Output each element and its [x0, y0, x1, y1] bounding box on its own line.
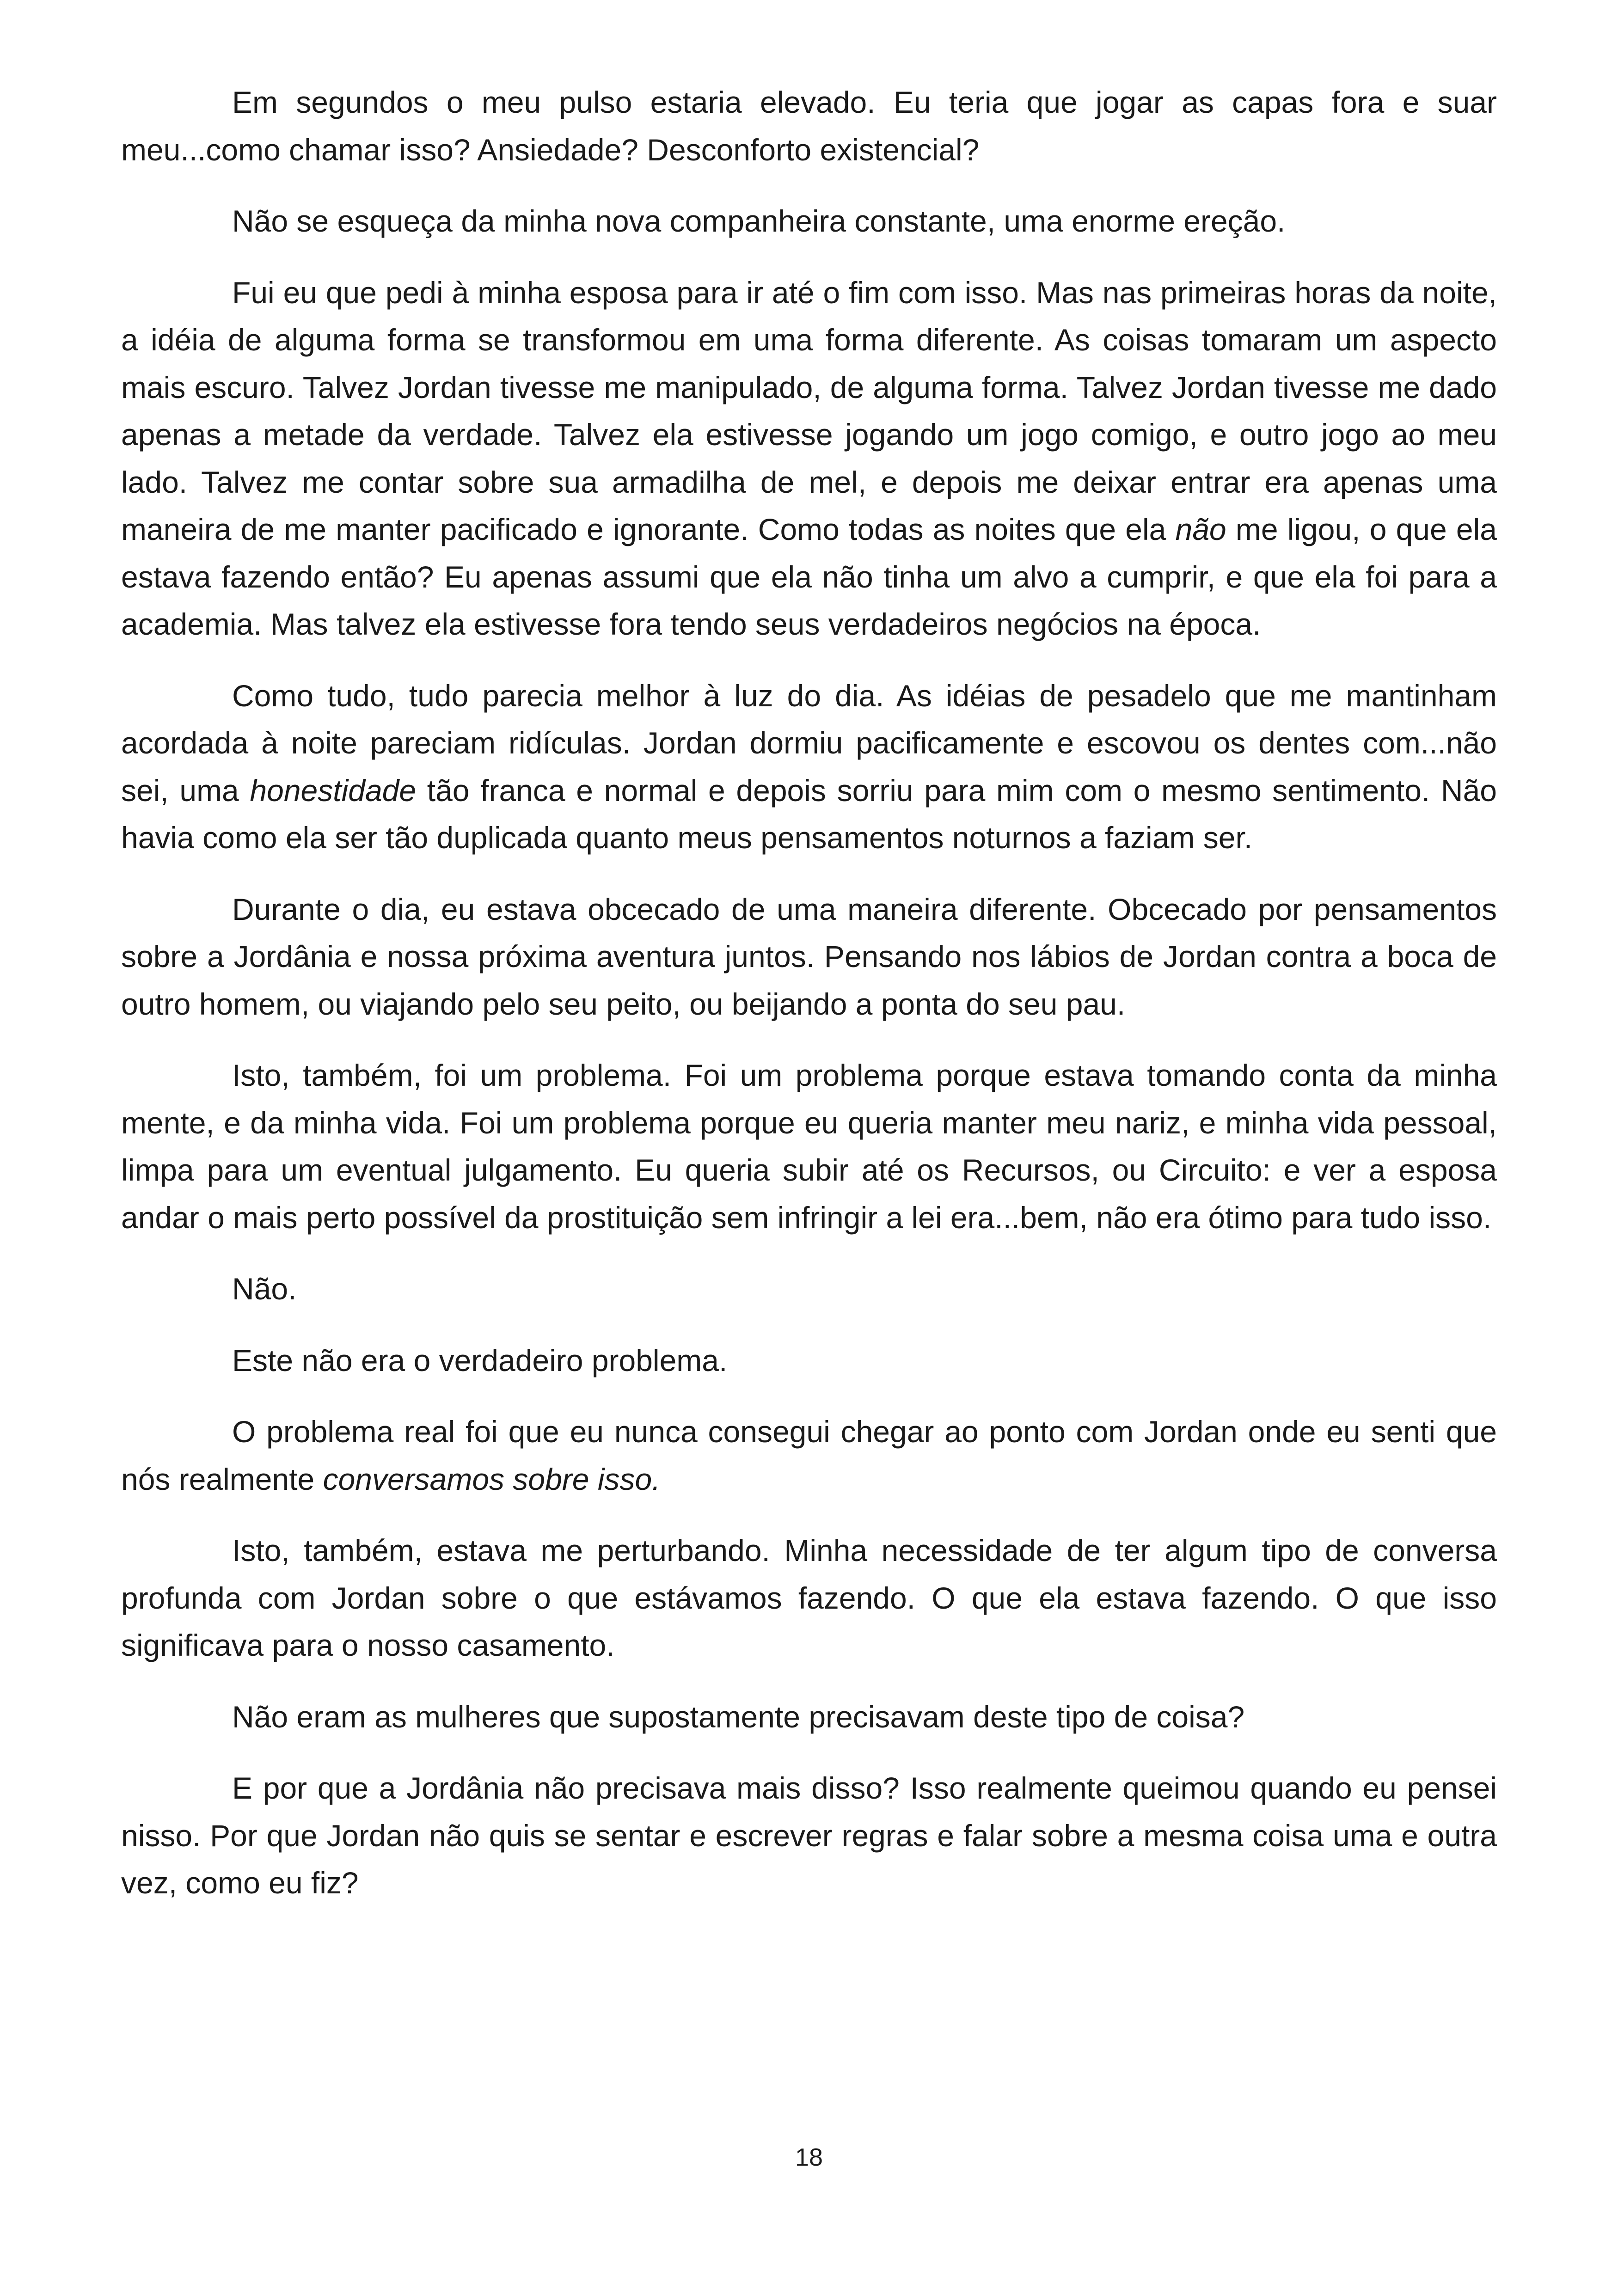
paragraph — [121, 1337, 1497, 1384]
paragraph-text: Este não era o verdadeiro problema. — [232, 1343, 728, 1378]
paragraph-text: Fui eu que pedi à minha esposa para ir até o fim com isso. Mas nas primeiras horas da noite, a idéia de alguma forma se transformou em uma forma diferente. As coisas tomaram um aspecto mais escuro. Talvez Jordan tivesse me manipulado, de alguma forma. Talvez Jordan tivesse me dado apenas a metade da verdade. Talvez ela estivesse jogando um jogo comigo, e outro jogo ao meu lado. Talvez me contar sobre sua armadilha de mel, e depois me deixar entrar era apenas uma maneira de me manter pacificado e ignorante. Como todas as noites que ela — [121, 275, 1497, 546]
emphasis-text: não — [1175, 512, 1226, 546]
paragraph-text: E por que a Jordânia não precisava mais disso? Isso realmente queimou quando eu pensei nisso. Por que Jordan não quis se sentar e escrever regras e falar sobre a mesma coisa uma e outra vez, como eu fiz? — [121, 1771, 1497, 1900]
paragraph-text: O problema real foi que eu nunca consegui chegar ao ponto com Jordan onde eu senti que nós realmente — [121, 1414, 1497, 1496]
paragraph-text: Não eram as mulheres que supostamente precisavam deste tipo de coisa? — [232, 1699, 1245, 1734]
paragraph-text: Durante o dia, eu estava obcecado de uma maneira diferente. Obcecado por pensamentos sobre a Jordânia e nossa próxima aventura juntos. Pensando nos lábios de Jordan contra a boca de outro homem, ou viajando pelo seu peito, ou beijando a ponta do seu pau. — [121, 892, 1497, 1021]
paragraph-text: me ligou, o que ela estava fazendo então? Eu apenas assumi que ela não tinha um alvo a cumprir, e que ela foi para a academia. Mas talvez ela estivesse fora tendo seus verdadeiros negócios na época. — [121, 512, 1497, 641]
paragraph — [121, 197, 1497, 245]
paragraph — [121, 1408, 1497, 1503]
paragraph — [121, 1527, 1497, 1669]
emphasis-text: honestidade — [250, 773, 417, 808]
paragraph-text: Isto, também, estava me perturbando. Minha necessidade de ter algum tipo de conversa profunda com Jordan sobre o que estávamos fazendo. O que ela estava fazendo. O que isso significava para o nosso casamento. — [121, 1533, 1497, 1662]
paragraph-text: Como tudo, tudo parecia melhor à luz do dia. As idéias de pesadelo que me mantinham acordada à noite pareciam ridículas. Jordan dormiu pacificamente e escovou os dentes com...não sei, uma — [121, 678, 1497, 808]
paragraph-text: Em segundos o meu pulso estaria elevado. Eu teria que jogar as capas fora e suar meu...como chamar isso? Ansiedade? Desconforto existencial? — [121, 85, 1497, 167]
paragraph — [121, 1265, 1497, 1313]
paragraph-text: Não. — [232, 1272, 297, 1306]
paragraph-text: Isto, também, foi um problema. Foi um problema porque estava tomando conta da minha mente, e da minha vida. Foi um problema porque eu queria manter meu nariz, e minha vida pessoal, limpa para um eventual julgamento. Eu queria subir até os Recursos, ou Circuito: e ver a esposa andar o mais perto possível da prostituição sem infringir a lei era...bem, não era ótimo para tudo isso. — [121, 1058, 1497, 1235]
emphasis-text: conversamos sobre isso. — [323, 1462, 661, 1496]
paragraph — [121, 79, 1497, 173]
paragraph — [121, 886, 1497, 1028]
page-number: 18 — [795, 2143, 823, 2171]
paragraph — [121, 1052, 1497, 1241]
body-text — [121, 79, 1497, 1907]
paragraph — [121, 269, 1497, 648]
paragraph — [121, 672, 1497, 862]
paragraph-text: tão franca e normal e depois sorriu para mim com o mesmo sentimento. Não havia como ela ser tão duplicada quanto meus pensamentos noturnos a faziam ser. — [121, 773, 1497, 855]
paragraph-text: Não se esqueça da minha nova companheira constante, uma enorme ereção. — [232, 204, 1286, 238]
paragraph — [121, 1764, 1497, 1907]
paragraph — [121, 1693, 1497, 1741]
